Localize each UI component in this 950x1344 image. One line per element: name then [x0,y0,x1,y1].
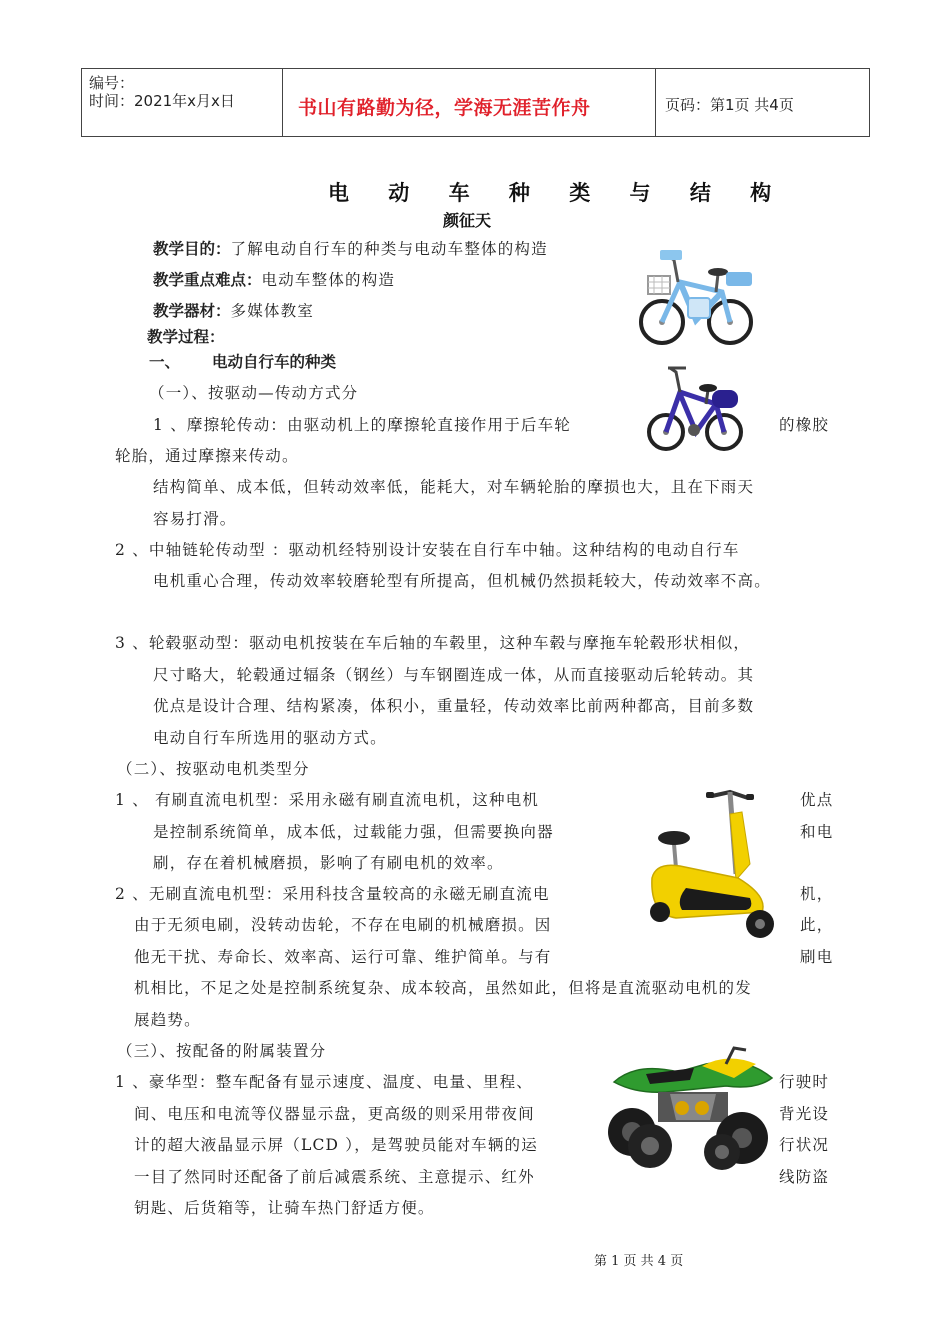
electric-bicycle-blue-image [638,238,756,350]
sub2-item1-line2: 是控制系统简单，成本低，过载能力强，但需要换向器 [153,823,554,841]
sub1-item3-line4: 电动自行车所选用的驱动方式。 [153,729,387,747]
sub1-item1-line1: 1 、摩擦轮传动：由驱动机上的摩擦轮直接作用于后车轮 [153,416,571,434]
sub2-item1-line2-tail: 和电 [800,823,834,841]
header-top-rule [81,68,870,69]
meta-goal-label: 教学目的： [153,240,231,258]
header-divider [282,68,283,136]
meta-process-label: 教学过程： [147,328,225,346]
document-author: 颜征天 [443,211,492,230]
sub2-item2-line2: 由于无须电刷，没转动齿轮，不存在电刷的机械磨损。因 [134,916,552,934]
sub2-item2-line4: 机相比，不足之处是控制系统复杂、成本较高，虽然如此，但将是直流驱动电机的发 [134,979,752,997]
sub1-item1-line1-tail: 的橡胶 [779,416,830,434]
page-footer: 第 1 页 共 4 页 [594,1254,684,1269]
section1-number: 一、 [149,353,181,371]
header-motto: 书山有路勤为径，学海无涯苦作舟 [298,97,591,119]
sub3-item1-line2: 间、电压和电流等仪器显示盘，更高级的则采用带夜间 [134,1105,535,1123]
electric-atv-green-image [606,1034,778,1174]
sub1-item3-line1: 3 、轮毂驱动型：驱动电机按装在车后轴的车毂里，这种车毂与摩拖车轮毂形状相似， [115,634,751,652]
sub3-heading: （三）、按配备的附属装置分 [117,1042,327,1060]
sub3-item1-line2-tail: 背光设 [779,1105,830,1123]
sub3-item1-line1: 1 、豪华型：整车配备有显示速度、温度、电量、里程、 [115,1073,533,1091]
sub2-heading: （二）、按驱动电机类型分 [117,760,310,778]
section1-heading: 电动自行车的种类 [212,353,337,371]
sub3-item1-line1-tail: 行驶时 [779,1073,830,1091]
header-divider [81,68,82,136]
header-page-code: 页码：第1页 共4页 [665,96,794,114]
sub1-item3-line3: 优点是设计合理、结构紧凑，体积小，重量轻，传动效率比前两种都高，目前多数 [153,697,755,715]
header-number-label: 编号： [89,74,135,92]
document-title: 电 动 车 种 类 与 结 构 [328,181,788,205]
sub2-item2-line5: 展趋势。 [134,1011,201,1029]
sub2-item2-line2-tail: 此， [800,916,834,934]
electric-scooter-yellow-image [646,784,778,942]
electric-bicycle-purple-image [646,360,744,454]
sub2-item2-line1-tail: 机， [800,885,834,903]
sub1-item2-line1: 2 、中轴链轮传动型 ：驱动机经特别设计安装在自行车中轴。这种结构的电动自行车 [115,541,740,559]
sub3-item1-line4-tail: 线防盗 [779,1168,830,1186]
meta-equipment-text: 多媒体教室 [230,302,315,320]
sub3-item1-line5: 钥匙、后货箱等，让骑车热门舒适方便。 [134,1199,435,1217]
sub2-item2-line3: 他无干扰、寿命长、效率高、运行可靠、维护简单。与有 [134,948,552,966]
sub1-item3-line2: 尺寸略大，轮毂通过辐条（钢丝）与车钢圈连成一体，从而直接驱动后轮转动。其 [153,666,755,684]
sub2-item2-line1: 2 、无刷直流电机型：采用科技含量较高的永磁无刷直流电 [115,885,550,903]
sub1-item1-line4: 容易打滑。 [153,510,237,528]
meta-focus [153,273,395,289]
sub3-item1-line3: 计的超大液晶显示屏（LCD ），是驾驶员能对车辆的运 [134,1136,538,1154]
sub1-item1-line3: 结构简单、成本低，但转动效率低，能耗大，对车辆轮胎的摩损也大，且在下雨天 [153,478,755,496]
sub2-item1-line1: 1 、 有刷直流电机型：采用永磁有刷直流电机，这种电机 [115,791,540,809]
sub2-item2-line3-tail: 刷电 [800,948,834,966]
meta-equipment [153,304,314,320]
sub2-item1-line1-tail: 优点 [800,791,834,809]
meta-equipment-label: 教学器材： [153,302,231,320]
sub3-item1-line4: 一目了然同时还配备了前后减震系统、主意提示、红外 [134,1168,535,1186]
header-divider [655,68,656,136]
sub2-item1-line3: 刷，存在着机械磨损，影响了有刷电机的效率。 [153,854,504,872]
sub1-heading: （一）、按驱动—传动方式分 [149,384,359,402]
sub1-item2-line2: 电机重心合理，传动效率较磨轮型有所提高，但机械仍然损耗较大，传动效率不高。 [153,572,771,590]
sub3-item1-line3-tail: 行状况 [779,1136,830,1154]
header-divider [869,68,870,136]
sub1-item1-line2: 轮胎，通过摩擦来传动。 [115,447,299,465]
meta-goal [153,242,548,258]
meta-goal-text: 了解电动自行车的种类与电动车整体的构造 [230,240,548,258]
header-bottom-rule [81,136,870,137]
header-date: 时间：2021年x月x日 [89,92,235,110]
meta-focus-text: 电动车整体的构造 [261,271,396,289]
meta-focus-label: 教学重点难点： [153,271,262,289]
